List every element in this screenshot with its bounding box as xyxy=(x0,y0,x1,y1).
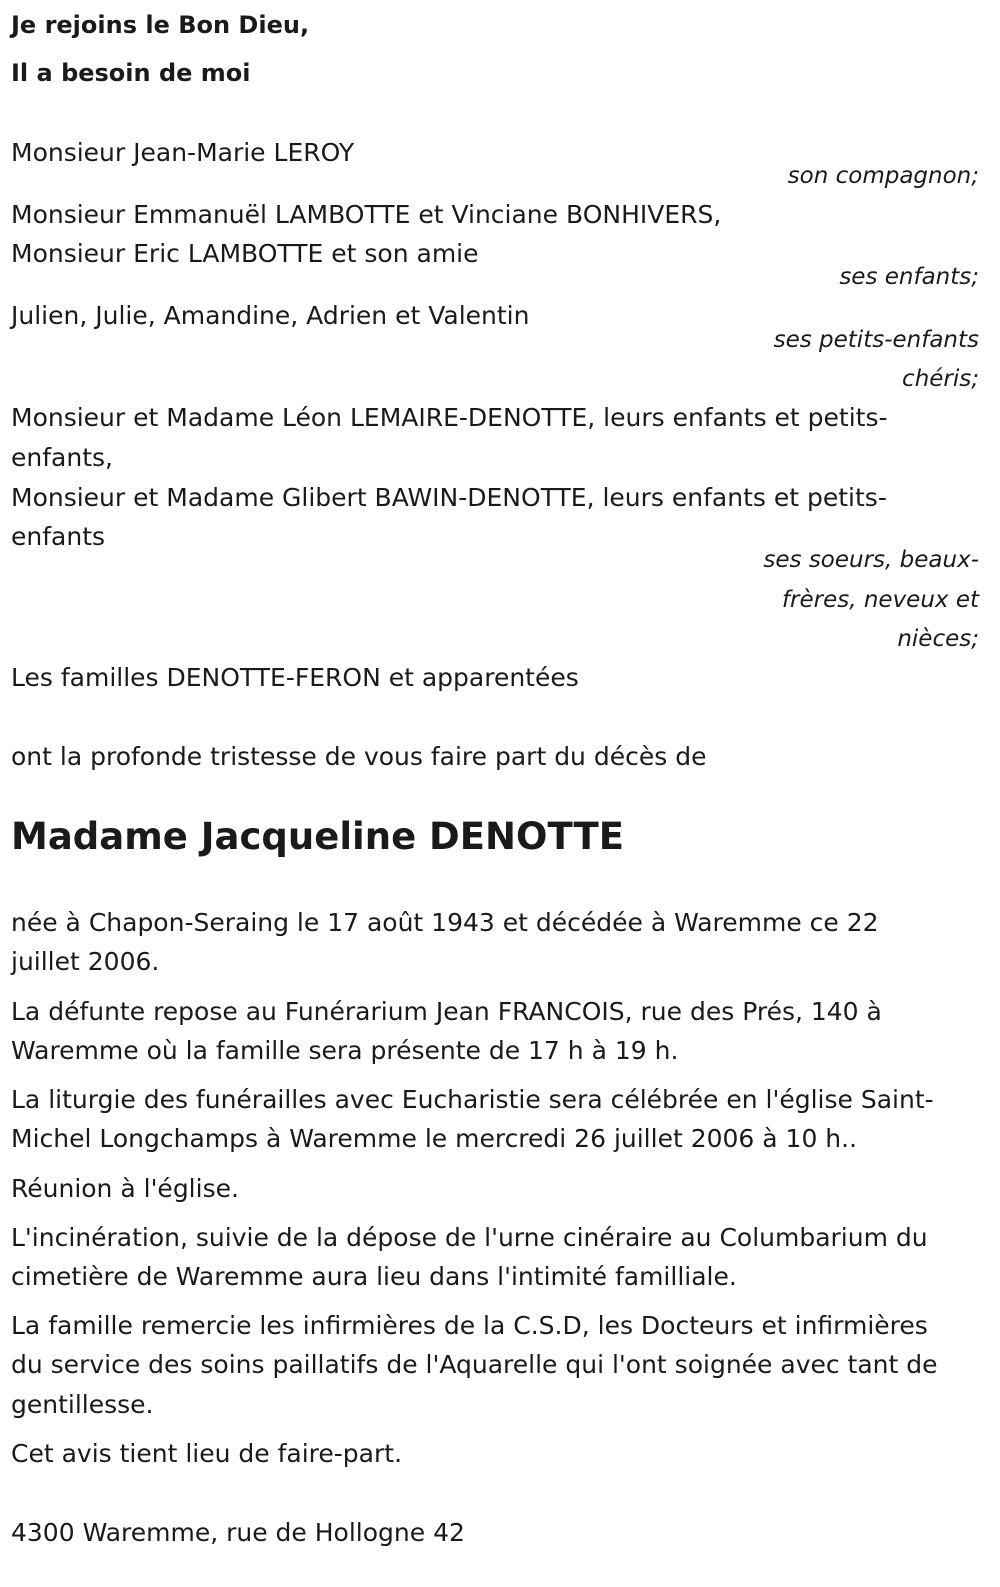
family-name-line: enfants xyxy=(11,522,106,551)
detail-line: née à Chapon-Seraing le 17 août 1943 et décédée à Waremme ce 22 xyxy=(11,908,879,937)
detail-line: du service des soins paillatifs de l'Aquarelle qui l'ont soignée avec tant de xyxy=(11,1350,938,1379)
detail-line: La famille remercie les infirmières de la C.S.D, les Docteurs et infirmières xyxy=(11,1311,928,1340)
epigraph-line-2: Il a besoin de moi xyxy=(11,59,251,87)
family-relation: frères, neveux et xyxy=(781,587,979,613)
detail-line: Waremme où la famille sera présente de 17 h à 19 h. xyxy=(11,1036,679,1065)
detail-line: La défunte repose au Funérarium Jean FRANCOIS, rue des Prés, 140 à xyxy=(11,997,882,1026)
detail-line: juillet 2006. xyxy=(11,947,160,976)
family-name-line: Monsieur Jean-Marie LEROY xyxy=(11,138,355,167)
family-relation: ses petits-enfants xyxy=(773,327,979,353)
family-relation: ses enfants; xyxy=(839,264,979,290)
family-name-line: Monsieur Eric LAMBOTTE et son amie xyxy=(11,239,479,268)
detail-line: La liturgie des funérailles avec Eucharistie sera célébrée en l'église Saint- xyxy=(11,1085,934,1114)
family-name-line: Monsieur Emmanuël LAMBOTTE et Vinciane BONHIVERS, xyxy=(11,200,722,229)
deceased-name: Madame Jacqueline DENOTTE xyxy=(11,815,625,858)
detail-line: Réunion à l'église. xyxy=(11,1174,239,1203)
detail-line: gentillesse. xyxy=(11,1390,154,1419)
family-name-line: Monsieur et Madame Léon LEMAIRE-DENOTTE, leurs enfants et petits- xyxy=(11,403,888,432)
family-relation: nièces; xyxy=(897,626,979,652)
detail-line: Cet avis tient lieu de faire-part. xyxy=(11,1439,403,1468)
detail-line: Michel Longchamps à Waremme le mercredi 26 juillet 2006 à 10 h.. xyxy=(11,1124,858,1153)
address-text: 4300 Waremme, rue de Hollogne 42 xyxy=(11,1518,465,1547)
detail-line: L'incinération, suivie de la dépose de l'urne cinéraire au Columbarium du xyxy=(11,1223,928,1252)
family-name-line: enfants, xyxy=(11,443,113,472)
family-relation: chéris; xyxy=(902,366,979,392)
family-relation: son compagnon; xyxy=(787,163,979,189)
family-name-line: Julien, Julie, Amandine, Adrien et Valentin xyxy=(11,301,530,330)
family-name-line: Monsieur et Madame Glibert BAWIN-DENOTTE, leurs enfants et petits- xyxy=(11,483,887,512)
epigraph-line-1: Je rejoins le Bon Dieu, xyxy=(11,11,310,39)
family-relation: ses soeurs, beaux- xyxy=(763,547,979,573)
family-name-line: Les familles DENOTTE-FERON et apparentées xyxy=(11,663,579,692)
detail-line: cimetière de Waremme aura lieu dans l'intimité familliale. xyxy=(11,1262,737,1291)
announcement-text: ont la profonde tristesse de vous faire part du décès de xyxy=(11,742,707,771)
